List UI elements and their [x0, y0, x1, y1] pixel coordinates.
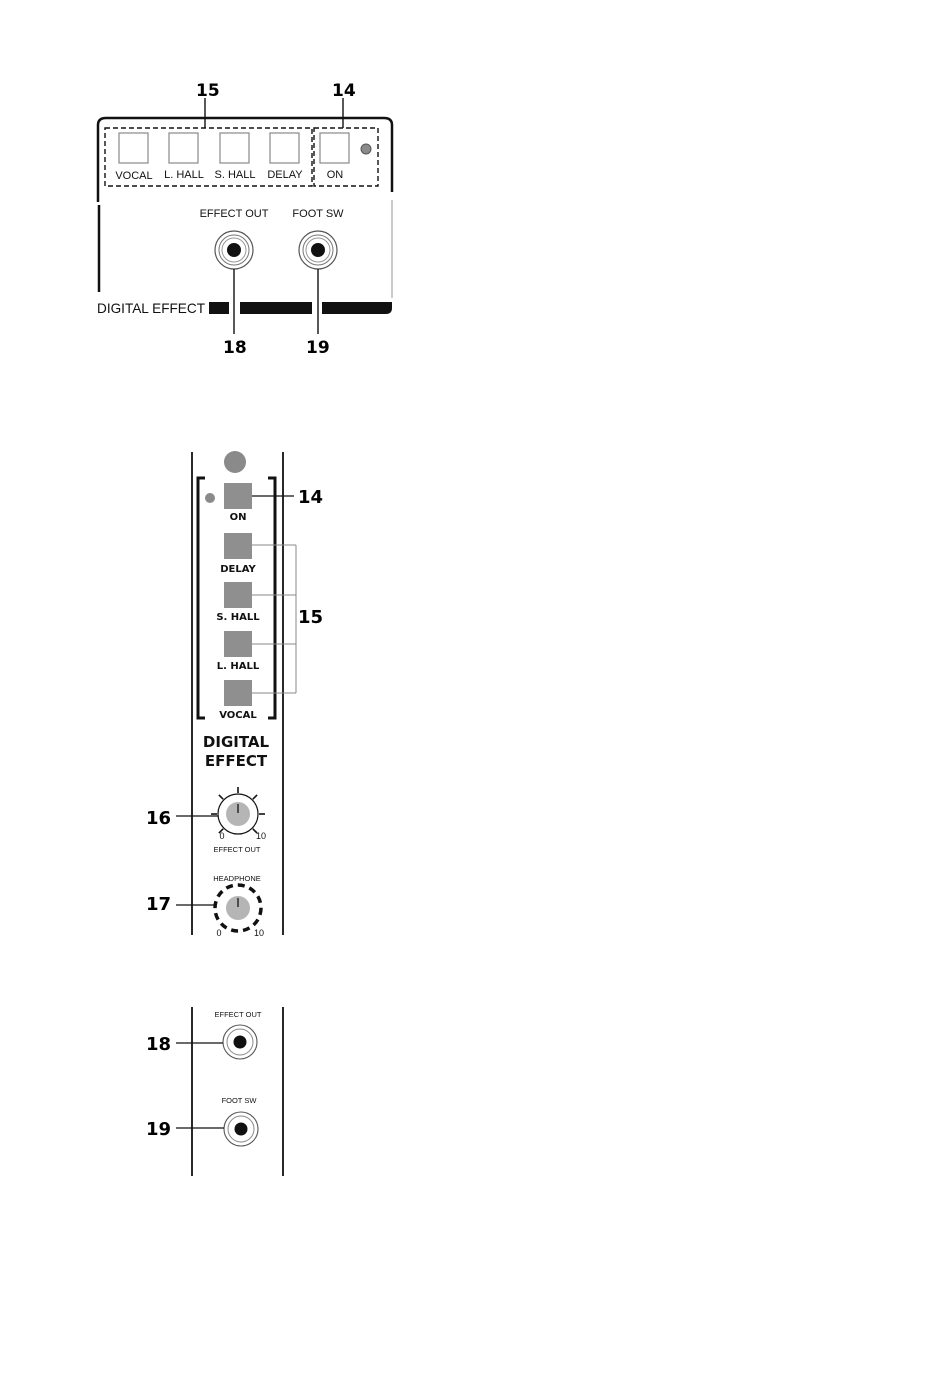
- strip-on-button[interactable]: [224, 483, 252, 509]
- headphone-knob-max: 10: [253, 928, 265, 938]
- top-panel: [97, 81, 392, 358]
- jack-strip-foot-sw-label: FOOT SW: [221, 1096, 257, 1105]
- section-label-digital-effect: DIGITAL EFFECT: [97, 300, 206, 316]
- headphone-knob-min: 0: [216, 928, 222, 938]
- section-bar-1: [209, 302, 229, 314]
- strip-s-hall-label: S. HALL: [216, 612, 260, 623]
- strip-l-hall-label: L. HALL: [216, 661, 260, 672]
- strip-s-hall-button[interactable]: [224, 582, 252, 608]
- effect-out-knob[interactable]: [211, 787, 265, 834]
- jack-strip-effect-out-label: EFFECT OUT: [214, 1010, 262, 1019]
- s-hall-label: S. HALL: [214, 169, 256, 181]
- callout-19-strip: 19: [146, 1119, 172, 1140]
- strip-title-line1: DIGITAL: [202, 733, 270, 751]
- strip-vocal-label: VOCAL: [219, 710, 257, 721]
- effect-out-knob-min: 0: [219, 831, 225, 841]
- strip-on-label: ON: [229, 512, 247, 523]
- knob-tick: [219, 795, 223, 799]
- vertical-strip: [146, 451, 323, 938]
- section-bar-3: [322, 302, 392, 314]
- strip-vocal-button[interactable]: [224, 680, 252, 706]
- effect-out-knob-max: 10: [255, 831, 267, 841]
- strip-title-line2: EFFECT: [204, 752, 268, 770]
- callout-14-top: 14: [332, 81, 356, 101]
- on-led: [361, 144, 371, 154]
- headphone-knob[interactable]: [215, 885, 261, 931]
- on-label: ON: [326, 169, 344, 181]
- knob-tick: [253, 795, 257, 799]
- effect-out-jack[interactable]: [215, 231, 253, 269]
- callout-14-strip: 14: [298, 487, 324, 508]
- callout-18-top: 18: [223, 338, 247, 358]
- strip-l-hall-button[interactable]: [224, 631, 252, 657]
- headphone-knob-label: HEADPHONE: [213, 874, 261, 883]
- jack-strip: [146, 1007, 283, 1176]
- effect-out-knob-label: EFFECT OUT: [213, 845, 261, 854]
- s-hall-button[interactable]: [220, 133, 249, 163]
- callout-16: 16: [146, 808, 172, 829]
- jack-strip-foot-sw-jack[interactable]: [224, 1112, 258, 1146]
- vocal-button[interactable]: [119, 133, 148, 163]
- callout-15-top: 15: [196, 81, 220, 101]
- l-hall-button[interactable]: [169, 133, 198, 163]
- strip-delay-label: DELAY: [220, 564, 256, 575]
- callout-18-strip: 18: [146, 1034, 172, 1055]
- l-hall-label: L. HALL: [164, 169, 204, 181]
- callout-15-strip: 15: [298, 607, 324, 628]
- delay-button[interactable]: [270, 133, 299, 163]
- on-button[interactable]: [320, 133, 349, 163]
- strip-delay-button[interactable]: [224, 533, 252, 559]
- callout-17: 17: [146, 894, 172, 915]
- strip-on-led: [205, 493, 215, 503]
- foot-sw-jack[interactable]: [299, 231, 337, 269]
- delay-label: DELAY: [267, 169, 303, 181]
- foot-sw-jack-label: FOOT SW: [292, 208, 344, 220]
- vocal-label: VOCAL: [115, 170, 153, 182]
- section-bar-2: [240, 302, 312, 314]
- strip-top-screw: [224, 451, 246, 473]
- callout-19-top: 19: [306, 338, 330, 358]
- effect-out-jack-label: EFFECT OUT: [199, 208, 269, 220]
- jack-strip-effect-out-jack[interactable]: [223, 1025, 257, 1059]
